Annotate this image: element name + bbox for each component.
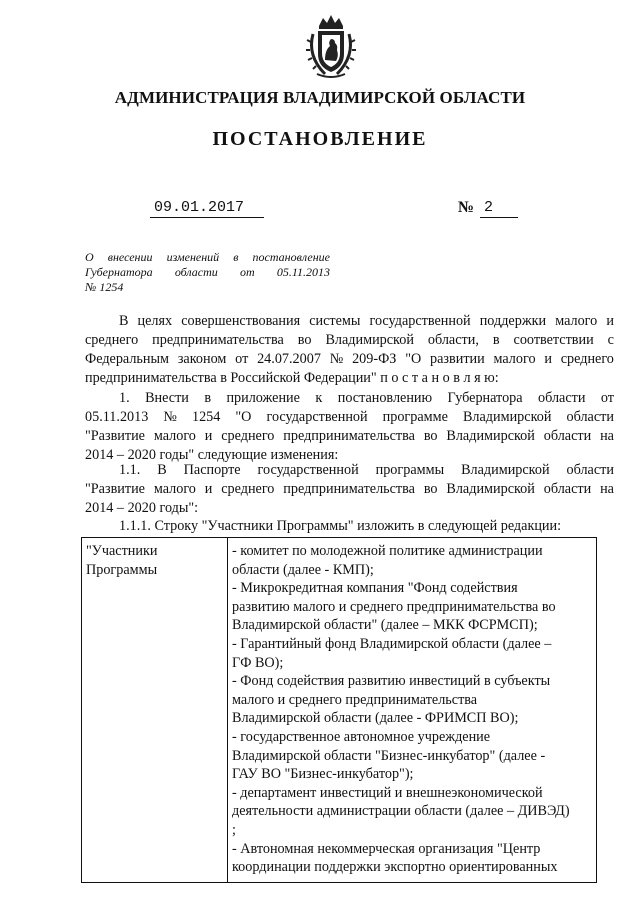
participant-line: ; xyxy=(232,821,236,838)
paragraph-line: предпринимательства в Российской Федерации" п о с т а н о в л я ю: xyxy=(85,370,499,386)
paragraph-line: В целях совершенствования системы государственной поддержки малого и xyxy=(119,313,614,329)
participant-line: - Микрокредитная компания "Фонд содействия xyxy=(232,580,518,597)
participant-line: области (далее - КМП); xyxy=(232,561,374,578)
number-label: № xyxy=(458,199,475,216)
participant-line: развитию малого и среднего предпринимательства во xyxy=(232,598,556,615)
participant-line: - комитет по молодежной политике администрации xyxy=(232,543,543,559)
participant-line: ГФ ВО); xyxy=(232,654,284,671)
row-label-cell: "Участники Программы xyxy=(82,538,228,883)
paragraph-line: 2014 – 2020 годы": xyxy=(85,500,199,516)
subject-line-1: О внесении изменений в постановление xyxy=(85,250,330,264)
participant-line: деятельности администрации области (далее – ДИВЭД) xyxy=(232,803,570,820)
participant-line: координации поддержки экспортно ориентированных xyxy=(232,859,558,876)
participant-line: Владимирской области (далее - ФРИМСП ВО); xyxy=(232,710,519,727)
organization-name: АДМИНИСТРАЦИЯ ВЛАДИМИРСКОЙ ОБЛАСТИ xyxy=(114,88,526,107)
participant-line: - Автономная некоммерческая организация "Центр xyxy=(232,840,541,857)
paragraph-line: 1. Внести в приложение к постановлению Губернатора области от xyxy=(119,390,614,406)
paragraph-line: Федеральным законом от 24.07.2007 № 209-ФЗ "О развитии малого и среднего xyxy=(85,351,614,367)
paragraph-line: 1.1. В Паспорте государственной программы Владимирской области xyxy=(119,462,614,478)
subject-line-3: № 1254 xyxy=(85,280,124,294)
paragraph-1-1-1: 1.1.1. Строку "Участники Программы" изложить в следующей редакции: xyxy=(119,518,562,534)
participant-line: - Гарантийный фонд Владимирской области (далее – xyxy=(232,635,552,652)
participant-line: - государственное автономное учреждение xyxy=(232,728,491,745)
paragraph-line: "Развитие малого и среднего предпринимательства во Владимирской области на xyxy=(85,481,614,497)
paragraph-line: 05.11.2013 № 1254 "О государственной программе Владимирской области xyxy=(85,409,614,425)
subject-line-2: Губернатора области от 05.11.2013 xyxy=(85,265,330,279)
participant-line: Владимирской области" (далее – МКК ФСРМСП); xyxy=(232,617,538,634)
document-number: 2 xyxy=(480,199,518,218)
subject-block xyxy=(85,250,330,295)
row-value-cell xyxy=(228,538,597,883)
paragraph-line: "Развитие малого и среднего предпринимательства во Владимирской области на xyxy=(85,428,614,444)
participant-line: ГАУ ВО "Бизнес-инкубатор"); xyxy=(232,766,414,783)
coat-of-arms-icon xyxy=(303,12,359,80)
paragraph-1 xyxy=(85,389,614,465)
intro-paragraph xyxy=(85,312,614,388)
participant-line: - департамент инвестиций и внешнеэкономической xyxy=(232,784,543,801)
participants-table xyxy=(81,537,597,883)
participant-line: малого и среднего предпринимательства xyxy=(232,691,478,708)
table-row xyxy=(82,538,597,883)
document-date: 09.01.2017 xyxy=(150,199,264,218)
paragraph-line: среднего предпринимательства во Владимирской области, в соответствии с xyxy=(85,332,614,348)
paragraph-line: 2014 – 2020 годы" следующие изменения: xyxy=(85,447,339,463)
participant-line: - Фонд содействия развитию инвестиций в субъекты xyxy=(232,673,551,690)
document-type-title: ПОСТАНОВЛЕНИЕ xyxy=(212,128,428,150)
participant-line: Владимирской области "Бизнес-инкубатор" (далее - xyxy=(232,747,546,764)
paragraph-1-1 xyxy=(85,461,614,518)
